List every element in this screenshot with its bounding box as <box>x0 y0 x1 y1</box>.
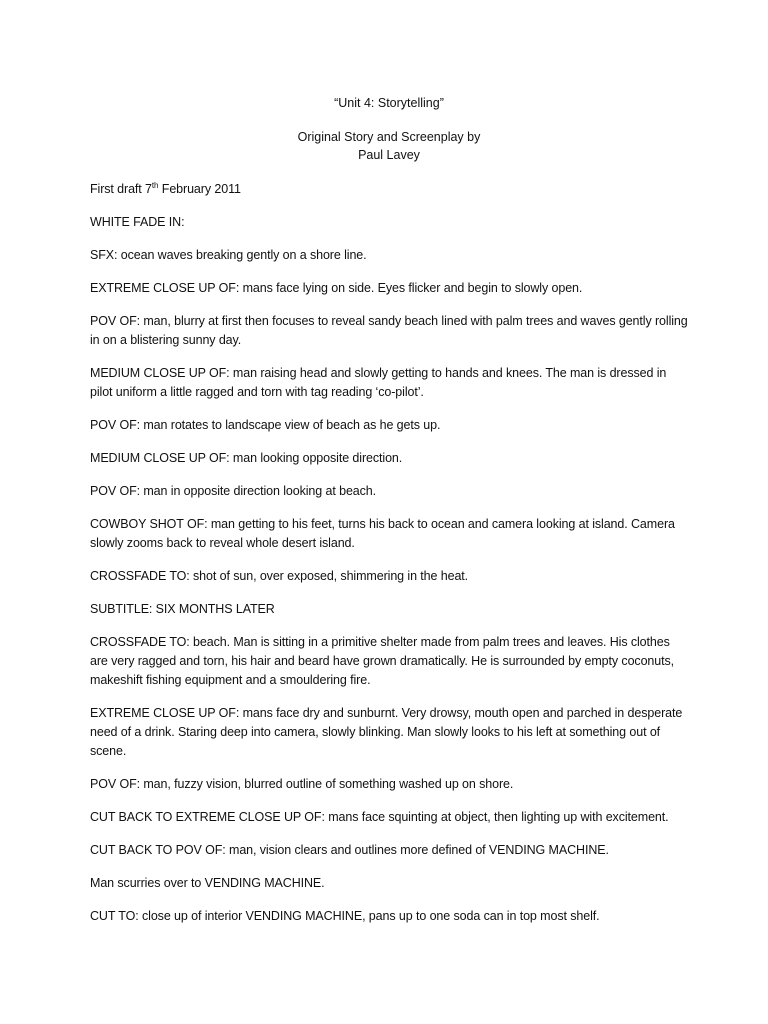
paragraph: MEDIUM CLOSE UP OF: man raising head and slowly getting to hands and knees. The man is dressed in pilot uniform a little ragged and torn with tag reading ‘co-pilot’. <box>90 366 667 399</box>
paragraph: POV OF: man, blurry at first then focuses to reveal sandy beach lined with palm trees and waves gently rolling in on a blistering sunny day. <box>90 314 688 347</box>
paragraph: WHITE FADE IN: <box>90 215 185 229</box>
paragraph: CUT TO: close up of interior VENDING MACHINE, pans up to one soda can in top most shelf. <box>90 909 600 923</box>
draft-date-prefix: First draft 7 <box>90 182 152 196</box>
paragraph: POV OF: man in opposite direction looking at beach. <box>90 484 377 498</box>
paragraph: CUT BACK TO EXTREME CLOSE UP OF: mans face squinting at object, then lighting up with excitement. <box>90 810 669 824</box>
paragraph: CROSSFADE TO: beach. Man is sitting in a primitive shelter made from palm trees and leaves. His clothes are very ragged and torn, his hair and beard have grown dramatically. He is surrounded by empty coconuts, makeshift fishing equipment and a smouldering fire. <box>90 635 675 687</box>
paragraph: POV OF: man rotates to landscape view of beach as he gets up. <box>90 418 441 432</box>
paragraph: SFX: ocean waves breaking gently on a shore line. <box>90 248 367 262</box>
paragraph: CUT BACK TO POV OF: man, vision clears and outlines more defined of VENDING MACHINE. <box>90 843 609 857</box>
paragraph: CROSSFADE TO: shot of sun, over exposed, shimmering in the heat. <box>90 569 469 583</box>
draft-date <box>90 180 688 199</box>
draft-date-rest: February 2011 <box>158 182 241 196</box>
author-name: Paul Lavey <box>358 148 420 162</box>
paragraph: Man scurries over to VENDING MACHINE. <box>90 876 325 890</box>
credit-line: Original Story and Screenplay by <box>297 130 481 144</box>
credit-block <box>90 128 688 164</box>
paragraph: SUBTITLE: SIX MONTHS LATER <box>90 602 275 616</box>
paragraph: MEDIUM CLOSE UP OF: man looking opposite direction. <box>90 451 403 465</box>
paragraph: COWBOY SHOT OF: man getting to his feet, turns his back to ocean and camera looking at island. Camera slowly zooms back to reveal whole desert island. <box>90 517 675 550</box>
paragraph: EXTREME CLOSE UP OF: mans face dry and sunburnt. Very drowsy, mouth open and parched in desperate need of a drink. Staring deep into camera, slowly blinking. Man slowly looks to his left at something out of scene. <box>90 706 683 758</box>
draft-date-suffix: th <box>151 180 159 190</box>
paragraph: EXTREME CLOSE UP OF: mans face lying on side. Eyes flicker and begin to slowly open. <box>90 281 583 295</box>
paragraph: POV OF: man, fuzzy vision, blurred outline of something washed up on shore. <box>90 777 514 791</box>
document-title: “Unit 4: Storytelling” <box>334 96 444 110</box>
